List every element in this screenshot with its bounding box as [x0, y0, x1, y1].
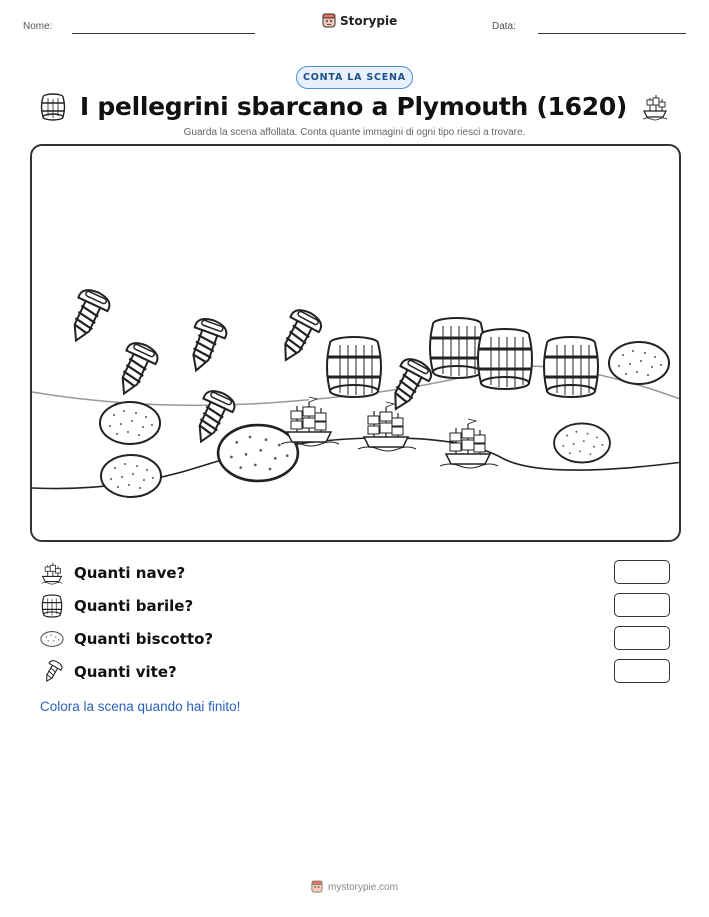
scene-illustration: [32, 146, 681, 542]
question-ships: [40, 560, 670, 586]
screw-2: [109, 339, 161, 401]
answer-box-screws[interactable]: [614, 659, 670, 683]
screw-3: [181, 315, 230, 376]
question-screws: [40, 659, 670, 685]
biscuit-4: [554, 423, 610, 462]
screw-6: [381, 355, 434, 417]
answer-box-biscuits[interactable]: [614, 626, 670, 650]
brand-logo: [322, 13, 397, 29]
barrel-icon: [40, 93, 66, 121]
barrel-1: [327, 337, 381, 397]
screw-icon: [40, 660, 64, 684]
answer-box-ships[interactable]: [614, 560, 670, 584]
title-text: I pellegrini sbarcano a Plymouth (1620): [79, 92, 628, 121]
name-line[interactable]: [72, 33, 255, 34]
brand-name: Storypie: [340, 14, 398, 28]
ship-1: [281, 397, 339, 446]
answer-box-barrels[interactable]: [614, 593, 670, 617]
biscuit-3: [101, 455, 161, 497]
biscuit-5: [609, 342, 669, 384]
page-footer: [0, 880, 709, 894]
biscuit-1: [100, 402, 160, 444]
question-label: Quanti vite?: [74, 663, 177, 681]
screw-1: [61, 286, 113, 348]
question-barrels: [40, 593, 670, 619]
storypie-mascot-icon: [311, 880, 323, 894]
activity-badge: CONTA LA SCENA: [296, 66, 413, 89]
ship-3: [440, 419, 498, 468]
storypie-mascot-icon: [322, 13, 336, 29]
ship-2: [358, 402, 416, 451]
question-biscuits: [40, 626, 670, 652]
biscuit-2: [218, 425, 298, 481]
counting-scene: [30, 144, 681, 542]
question-label: Quanti biscotto?: [74, 630, 214, 648]
barrel-3: [478, 329, 532, 389]
name-label: Nome:: [23, 21, 53, 32]
subtitle: Guarda la scena affollata. Conta quante immagini di ogni tipo riesci a trovare.: [183, 127, 526, 138]
ship-icon: [40, 561, 64, 585]
coloring-instruction: Colora la scena quando hai finito!: [40, 699, 241, 714]
footer-url: mystorypie.com: [327, 881, 398, 893]
page-title: [0, 92, 709, 121]
question-label: Quanti barile?: [74, 597, 194, 615]
question-label: Quanti nave?: [74, 564, 186, 582]
date-line[interactable]: [538, 33, 686, 34]
barrel-2: [430, 318, 484, 378]
ship-icon: [641, 93, 669, 121]
barrel-icon: [40, 594, 64, 618]
barrel-4: [544, 337, 598, 397]
date-label: Data:: [492, 21, 516, 32]
screw-4: [271, 306, 324, 368]
biscuit-icon: [40, 627, 64, 651]
